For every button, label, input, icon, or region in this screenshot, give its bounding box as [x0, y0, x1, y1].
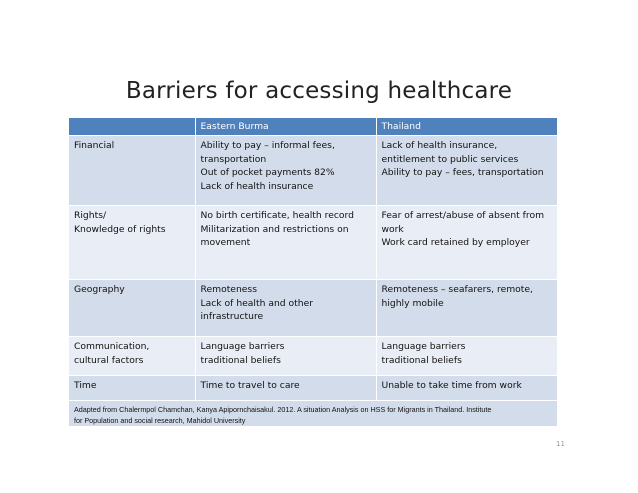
- cell-line: Work card retained by employer: [381, 237, 530, 249]
- slide-title: Barriers for accessing healthcare: [125, 78, 513, 104]
- barriers-table: [69, 118, 557, 400]
- thailand-cell: [376, 206, 557, 280]
- category-cell: [69, 136, 195, 206]
- cell-line: Fear of arrest/abuse of absent from: [381, 210, 545, 221]
- table-header-row: [69, 118, 557, 136]
- category-cell: [69, 376, 195, 401]
- category-cell: [69, 337, 195, 376]
- cell-line: transportation: [200, 153, 267, 165]
- cell-line: Language barriers: [200, 341, 285, 352]
- header-thailand: Thailand: [376, 118, 557, 136]
- footnote-line: for Population and social research, Mahidol University: [74, 416, 246, 425]
- cell-line: Geography: [74, 284, 125, 295]
- eastern-burma-cell: [195, 376, 376, 401]
- table-row-communication: [69, 337, 557, 376]
- cell-line: Knowledge of rights: [74, 223, 166, 235]
- eastern-burma-cell: [195, 337, 376, 376]
- cell-line: Time: [74, 380, 97, 391]
- cell-line: entitlement to public services: [381, 153, 519, 165]
- source-footnote: [69, 400, 557, 426]
- thailand-cell: [376, 337, 557, 376]
- cell-line: traditional beliefs: [200, 354, 281, 366]
- cell-line: Ability to pay – informal fees,: [200, 140, 335, 151]
- table-row-rights: [69, 206, 557, 280]
- page-number: 11: [556, 440, 565, 448]
- cell-line: work: [381, 223, 404, 235]
- cell-line: traditional beliefs: [381, 354, 462, 366]
- header-category: [69, 118, 195, 136]
- eastern-burma-cell: [195, 136, 376, 206]
- cell-line: Remoteness – seafarers, remote,: [381, 284, 533, 295]
- cell-line: infrastructure: [200, 311, 264, 323]
- cell-line: Communication,: [74, 341, 150, 352]
- cell-line: Lack of health and other: [200, 297, 314, 309]
- thailand-cell: [376, 136, 557, 206]
- table-row-time: [69, 376, 557, 401]
- category-cell: [69, 206, 195, 280]
- header-eastern-burma: Eastern Burma: [195, 118, 376, 136]
- cell-line: Militarization and restrictions on: [200, 223, 349, 235]
- thailand-cell: [376, 280, 557, 337]
- eastern-burma-cell: [195, 206, 376, 280]
- cell-line: Unable to take time from work: [381, 380, 522, 391]
- cell-line: Language barriers: [381, 341, 466, 352]
- table-row-geography: [69, 280, 557, 337]
- table-row-financial: [69, 136, 557, 206]
- footnote-line: Adapted from Chalermpol Chamchan, Kanya Apipornchaisakul. 2012. A situation Analysis on HSS for Migrants in Thailand. Institute: [74, 405, 492, 414]
- cell-line: Time to travel to care: [200, 380, 300, 391]
- cell-line: cultural factors: [74, 354, 144, 366]
- cell-line: Lack of health insurance,: [381, 140, 498, 151]
- cell-line: Financial: [74, 140, 115, 151]
- eastern-burma-cell: [195, 280, 376, 337]
- category-cell: [69, 280, 195, 337]
- cell-line: Rights/: [74, 210, 107, 221]
- cell-line: movement: [200, 237, 251, 249]
- cell-line: highly mobile: [381, 297, 444, 309]
- cell-line: Lack of health insurance: [200, 180, 314, 192]
- cell-line: Ability to pay – fees, transportation: [381, 167, 544, 179]
- cell-line: No birth certificate, health record: [200, 210, 354, 221]
- cell-line: Out of pocket payments 82%: [200, 167, 335, 179]
- cell-line: Remoteness: [200, 284, 257, 295]
- barriers-table-container: [69, 118, 557, 426]
- thailand-cell: [376, 376, 557, 401]
